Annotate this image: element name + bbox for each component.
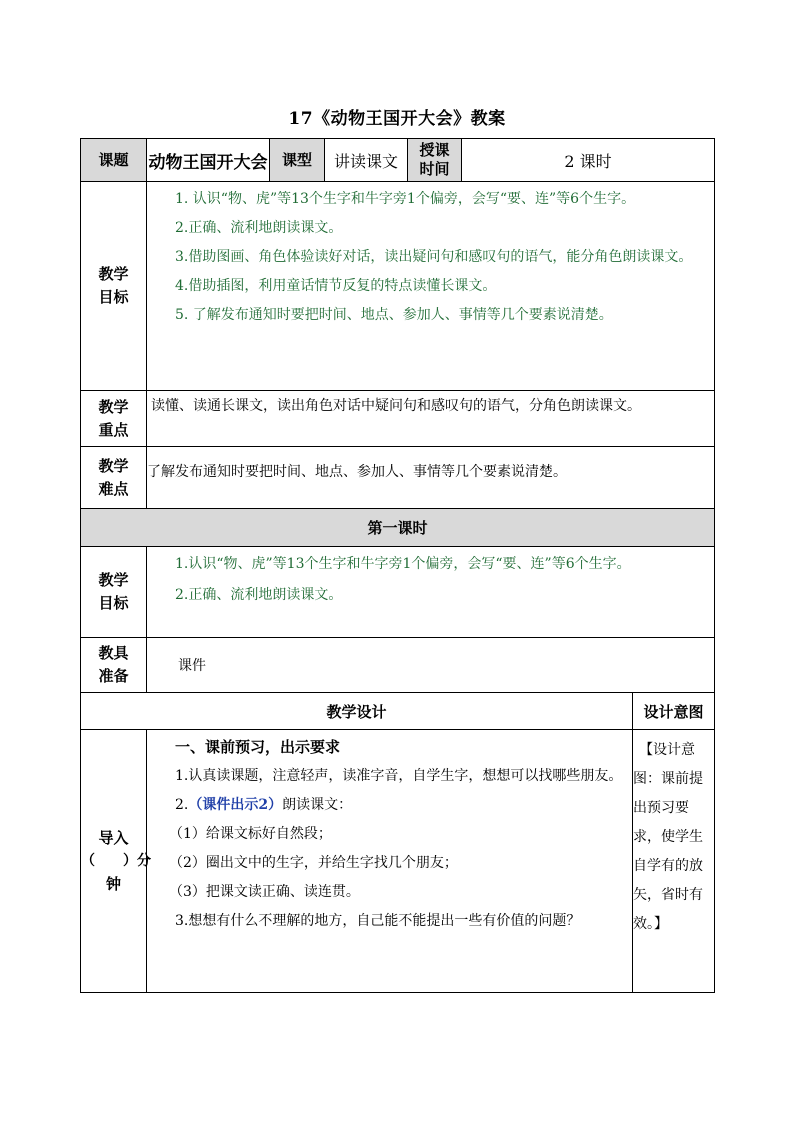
tools-label-line2: 准备 xyxy=(98,667,129,685)
intro-label-line2: （ ）分 xyxy=(81,852,151,869)
lesson-goals-content xyxy=(147,547,715,638)
intro-intent-text: 【设计意图：课前提出预习要求，使学生自学有的放矢，省时有效。】 xyxy=(633,742,704,932)
difficulties-label-line1: 教学 xyxy=(98,456,129,475)
intro-step-2-prefix: 2. xyxy=(175,797,189,813)
key-points-row xyxy=(81,391,715,447)
lesson-goals-label-line2: 目标 xyxy=(98,594,129,612)
page-title: 17《动物王国开大会》教案 xyxy=(288,109,506,129)
difficulties-label xyxy=(81,447,147,509)
intro-intent xyxy=(633,730,715,993)
goals-label xyxy=(81,182,147,391)
design-header-row xyxy=(81,693,715,730)
lesson-plan-table xyxy=(80,138,715,993)
key-points-label-line1: 教学 xyxy=(98,397,129,416)
shou-ke-label-line2: 时间 xyxy=(419,160,450,178)
intro-step-2-rest: 朗读课文： xyxy=(282,797,353,813)
intro-label-line3: 钟 xyxy=(105,874,121,893)
intro-content xyxy=(147,730,633,993)
intent-label: 设计意图 xyxy=(633,693,715,730)
intro-row xyxy=(81,730,715,993)
goal-item: 2.正确、流利地朗读课文。 xyxy=(175,220,343,236)
header-row xyxy=(81,139,715,182)
intro-label-line1: 导入 xyxy=(98,828,129,847)
difficulties-text: 了解发布通知时要把时间、地点、参加人、事情等几个要素说清楚。 xyxy=(147,447,715,509)
intro-heading: 一、课前预习，出示要求 xyxy=(175,738,341,756)
key-points-label xyxy=(81,391,147,447)
tools-label-line1: 教具 xyxy=(98,644,129,662)
intro-sub-3: （3）把课文读正确、读连贯。 xyxy=(169,884,360,900)
goals-content xyxy=(147,182,715,391)
key-points-label-line2: 重点 xyxy=(98,420,129,439)
ke-ti-label: 课题 xyxy=(81,139,147,182)
courseware-highlight: （课件出示2） xyxy=(188,797,283,813)
goal-item: 3.借助图画、角色体验读好对话，读出疑问句和感叹句的语气，能分角色朗读课文。 xyxy=(175,249,693,265)
shou-ke-value: 2 课时 xyxy=(462,139,715,182)
goals-label-line1: 教学 xyxy=(98,265,129,283)
difficulties-row xyxy=(81,447,715,509)
goal-item: 1. 认识“物、虎”等13个生字和牛字旁1个偏旁，会写“要、连”等6个生字。 xyxy=(175,191,636,207)
tools-text: 课件 xyxy=(147,638,715,693)
tools-label xyxy=(81,638,147,693)
lesson-goals-row xyxy=(81,547,715,638)
ke-xing-value: 讲读课文 xyxy=(325,139,408,182)
intro-step-1: 1.认真读课题，注意轻声，读准字音，自学生字，想想可以找哪些朋友。 xyxy=(175,768,623,784)
lesson-heading-row xyxy=(81,509,715,547)
intro-label xyxy=(81,730,151,993)
goal-item: 4.借助插图，利用童话情节反复的特点读懂长课文。 xyxy=(175,278,497,294)
key-points-text: 读懂、读通长课文，读出角色对话中疑问句和感叹句的语气，分角色朗读课文。 xyxy=(147,391,715,447)
lesson-heading: 第一课时 xyxy=(81,509,715,547)
design-label: 教学设计 xyxy=(81,693,633,730)
shou-ke-label xyxy=(408,139,462,182)
difficulties-label-line2: 难点 xyxy=(98,479,129,498)
lesson-goals-label-line1: 教学 xyxy=(98,571,129,589)
goals-row xyxy=(81,182,715,391)
intro-sub-1: （1）给课文标好自然段； xyxy=(169,826,332,842)
ke-ti-value: 动物王国开大会 xyxy=(147,139,270,182)
lesson-goal-item: 1.认识“物、虎”等13个生字和牛字旁1个偏旁，会写“要、连”等6个生字。 xyxy=(175,556,631,572)
intro-step-2 xyxy=(147,794,632,817)
goals-label-line2: 目标 xyxy=(98,288,129,306)
goal-item: 5. 了解发布通知时要把时间、地点、参加人、事情等几个要素说清楚。 xyxy=(175,307,613,323)
lesson-goals-label xyxy=(81,547,147,638)
tools-row xyxy=(81,638,715,693)
intro-step-3: 3.想想有什么不理解的地方，自己能不能提出一些有价值的问题？ xyxy=(175,913,581,929)
shou-ke-label-line1: 授课 xyxy=(419,141,450,159)
intro-sub-2: （2）圈出文中的生字，并给生字找几个朋友； xyxy=(169,855,458,871)
lesson-goal-item: 2.正确、流利地朗读课文。 xyxy=(175,587,343,603)
ke-xing-label: 课型 xyxy=(270,139,325,182)
